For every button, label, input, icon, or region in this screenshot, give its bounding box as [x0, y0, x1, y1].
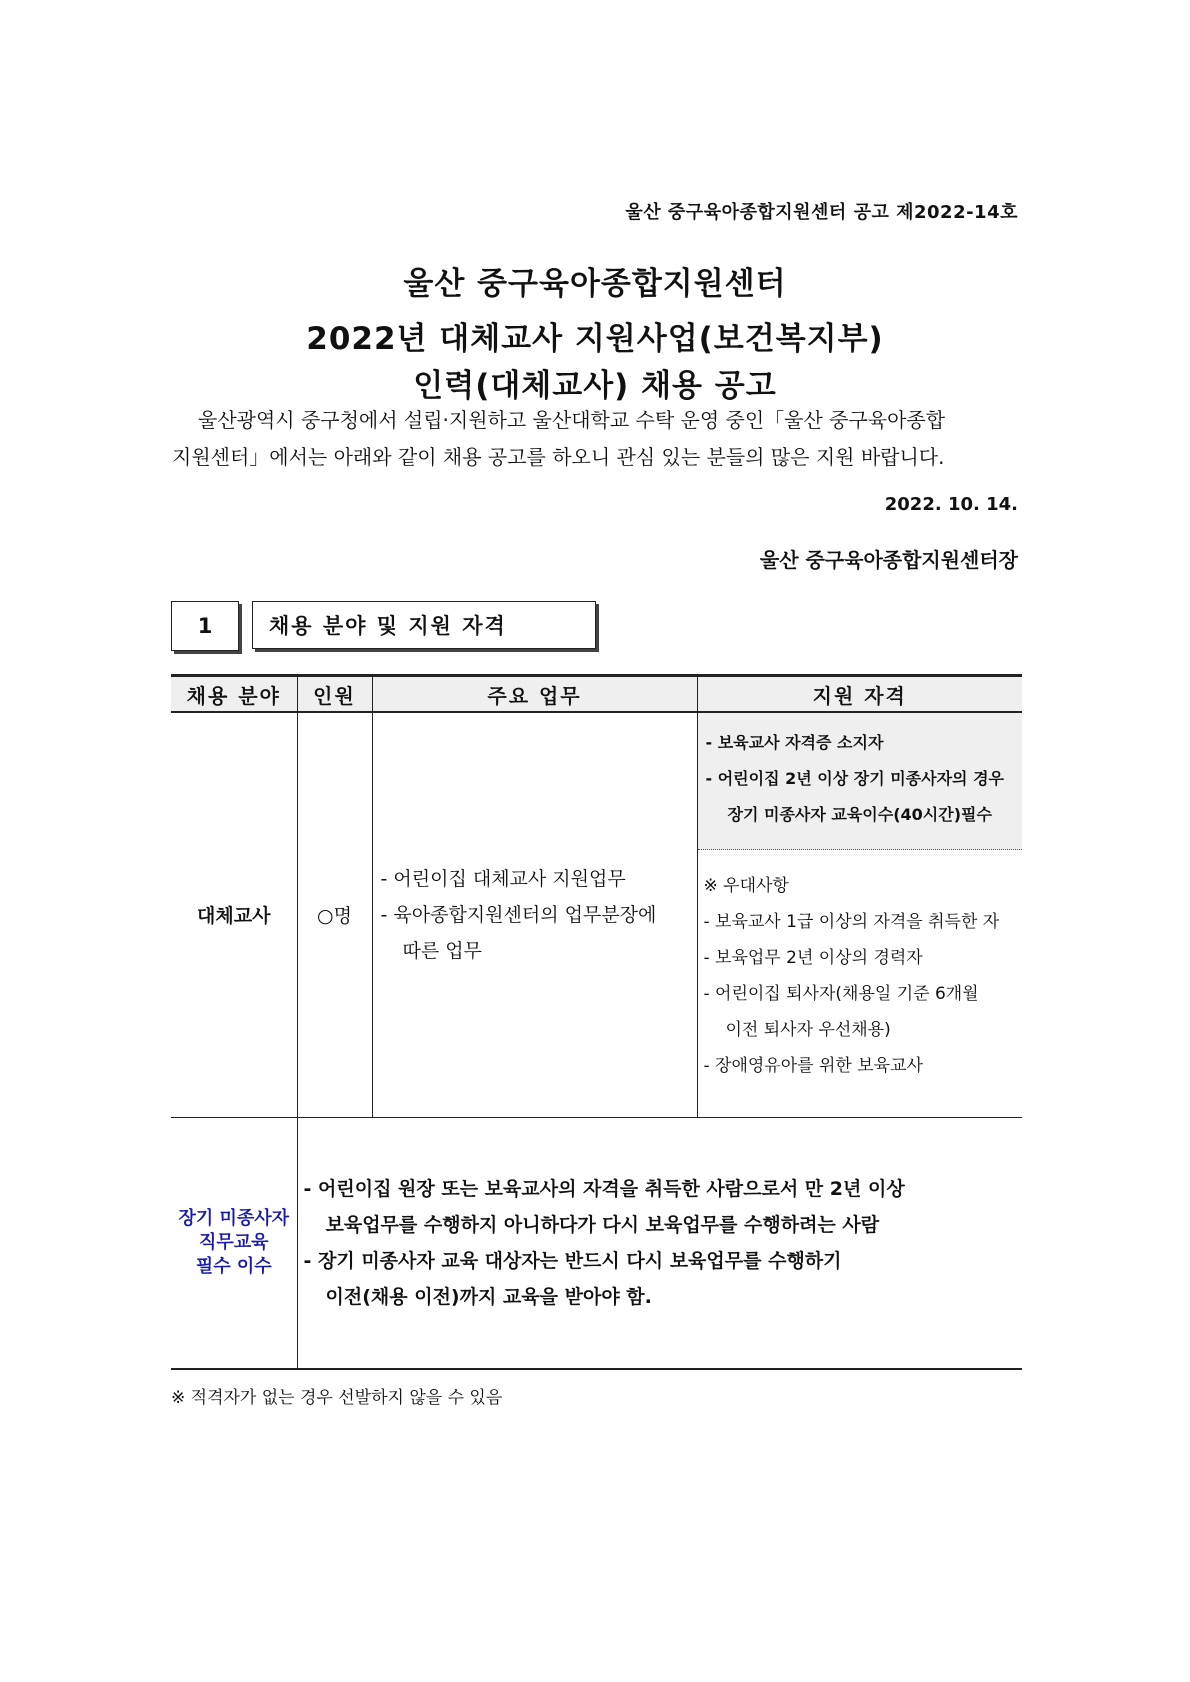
longterm-label-line: 직무교육	[198, 1231, 269, 1253]
longterm-label-line: 장기 미종사자	[178, 1207, 290, 1229]
preference-item: - 보육교사 1급 이상의 자격을 취득한 자	[703, 912, 1000, 932]
table-header-row	[171, 676, 1022, 713]
duty-item: - 육아종합지원센터의 업무분장에	[380, 903, 657, 926]
field-cell: 대체교사	[171, 712, 297, 1117]
preference-item: - 어린이집 퇴사자(채용일 기준 6개월	[703, 984, 979, 1004]
intro-paragraph	[172, 402, 1022, 476]
intro-line-1: 울산광역시 중구청에서 설립·지원하고 울산대학교 수탁 운영 중인「울산 중구육아종합	[198, 408, 946, 432]
qualifications-cell	[697, 712, 1022, 1117]
title-line-2: 2022년 대체교사 지원사업(보건복지부)	[306, 321, 884, 357]
requirement-item: - 어린이집 2년 이상 장기 미종사자의 경우	[705, 769, 1004, 788]
longterm-item: - 어린이집 원장 또는 보육교사의 자격을 취득한 사람으로서 만 2년 이상	[303, 1177, 905, 1200]
longterm-label-cell	[171, 1117, 297, 1369]
requirements-box	[698, 713, 1023, 850]
section-title: 채용 분야 및 지원 자격	[269, 614, 507, 638]
preference-item: - 장애영유아를 위한 보육교사	[703, 1056, 923, 1076]
signer: 울산 중구육아종합지원센터장	[759, 548, 1018, 572]
requirement-item: 장기 미종사자 교육이수(40시간)필수	[727, 805, 992, 824]
table-row	[171, 712, 1022, 1117]
longterm-item: - 장기 미종사자 교육 대상자는 반드시 다시 보육업무를 수행하기	[303, 1249, 842, 1272]
section-title-box	[252, 601, 596, 649]
header-duties: 주요 업무	[372, 676, 697, 713]
table-row	[171, 1117, 1022, 1369]
duty-item: 따른 업무	[402, 939, 482, 962]
longterm-text-cell	[297, 1117, 1022, 1369]
section-number: 1	[197, 614, 213, 638]
notice-number: 울산 중구육아종합지원센터 공고 제2022-14호	[625, 202, 1018, 223]
intro-line-2: 지원센터」에서는 아래와 같이 채용 공고를 하오니 관심 있는 분들의 많은 지원 바랍니다.	[172, 445, 945, 469]
preferences-heading: ※ 우대사항	[703, 876, 789, 896]
title-line-3: 인력(대체교사) 채용 공고	[413, 368, 777, 404]
recruitment-table	[171, 674, 1022, 1370]
duties-cell	[372, 712, 697, 1117]
header-field: 채용 분야	[171, 676, 297, 713]
notice-date: 2022. 10. 14.	[884, 494, 1018, 515]
section-number-box	[171, 601, 239, 651]
header-count: 인원	[297, 676, 372, 713]
header-qualifications: 지원 자격	[697, 676, 1022, 713]
longterm-item: 이전(채용 이전)까지 교육을 받아야 함.	[325, 1285, 652, 1308]
preferences-box	[698, 850, 1023, 1090]
longterm-label-line: 필수 이수	[195, 1255, 272, 1277]
requirement-item: - 보육교사 자격증 소지자	[705, 733, 884, 752]
title-line-1: 울산 중구육아종합지원센터	[403, 266, 787, 302]
duty-item: - 어린이집 대체교사 지원업무	[380, 867, 626, 890]
preference-item: - 보육업무 2년 이상의 경력자	[703, 948, 923, 968]
count-cell: ○명	[297, 712, 372, 1117]
footnote: ※ 적격자가 없는 경우 선발하지 않을 수 있음	[171, 1388, 503, 1408]
preference-item: 이전 퇴사자 우선채용)	[725, 1020, 891, 1040]
longterm-item: 보육업무를 수행하지 아니하다가 다시 보육업무를 수행하려는 사람	[325, 1213, 880, 1236]
